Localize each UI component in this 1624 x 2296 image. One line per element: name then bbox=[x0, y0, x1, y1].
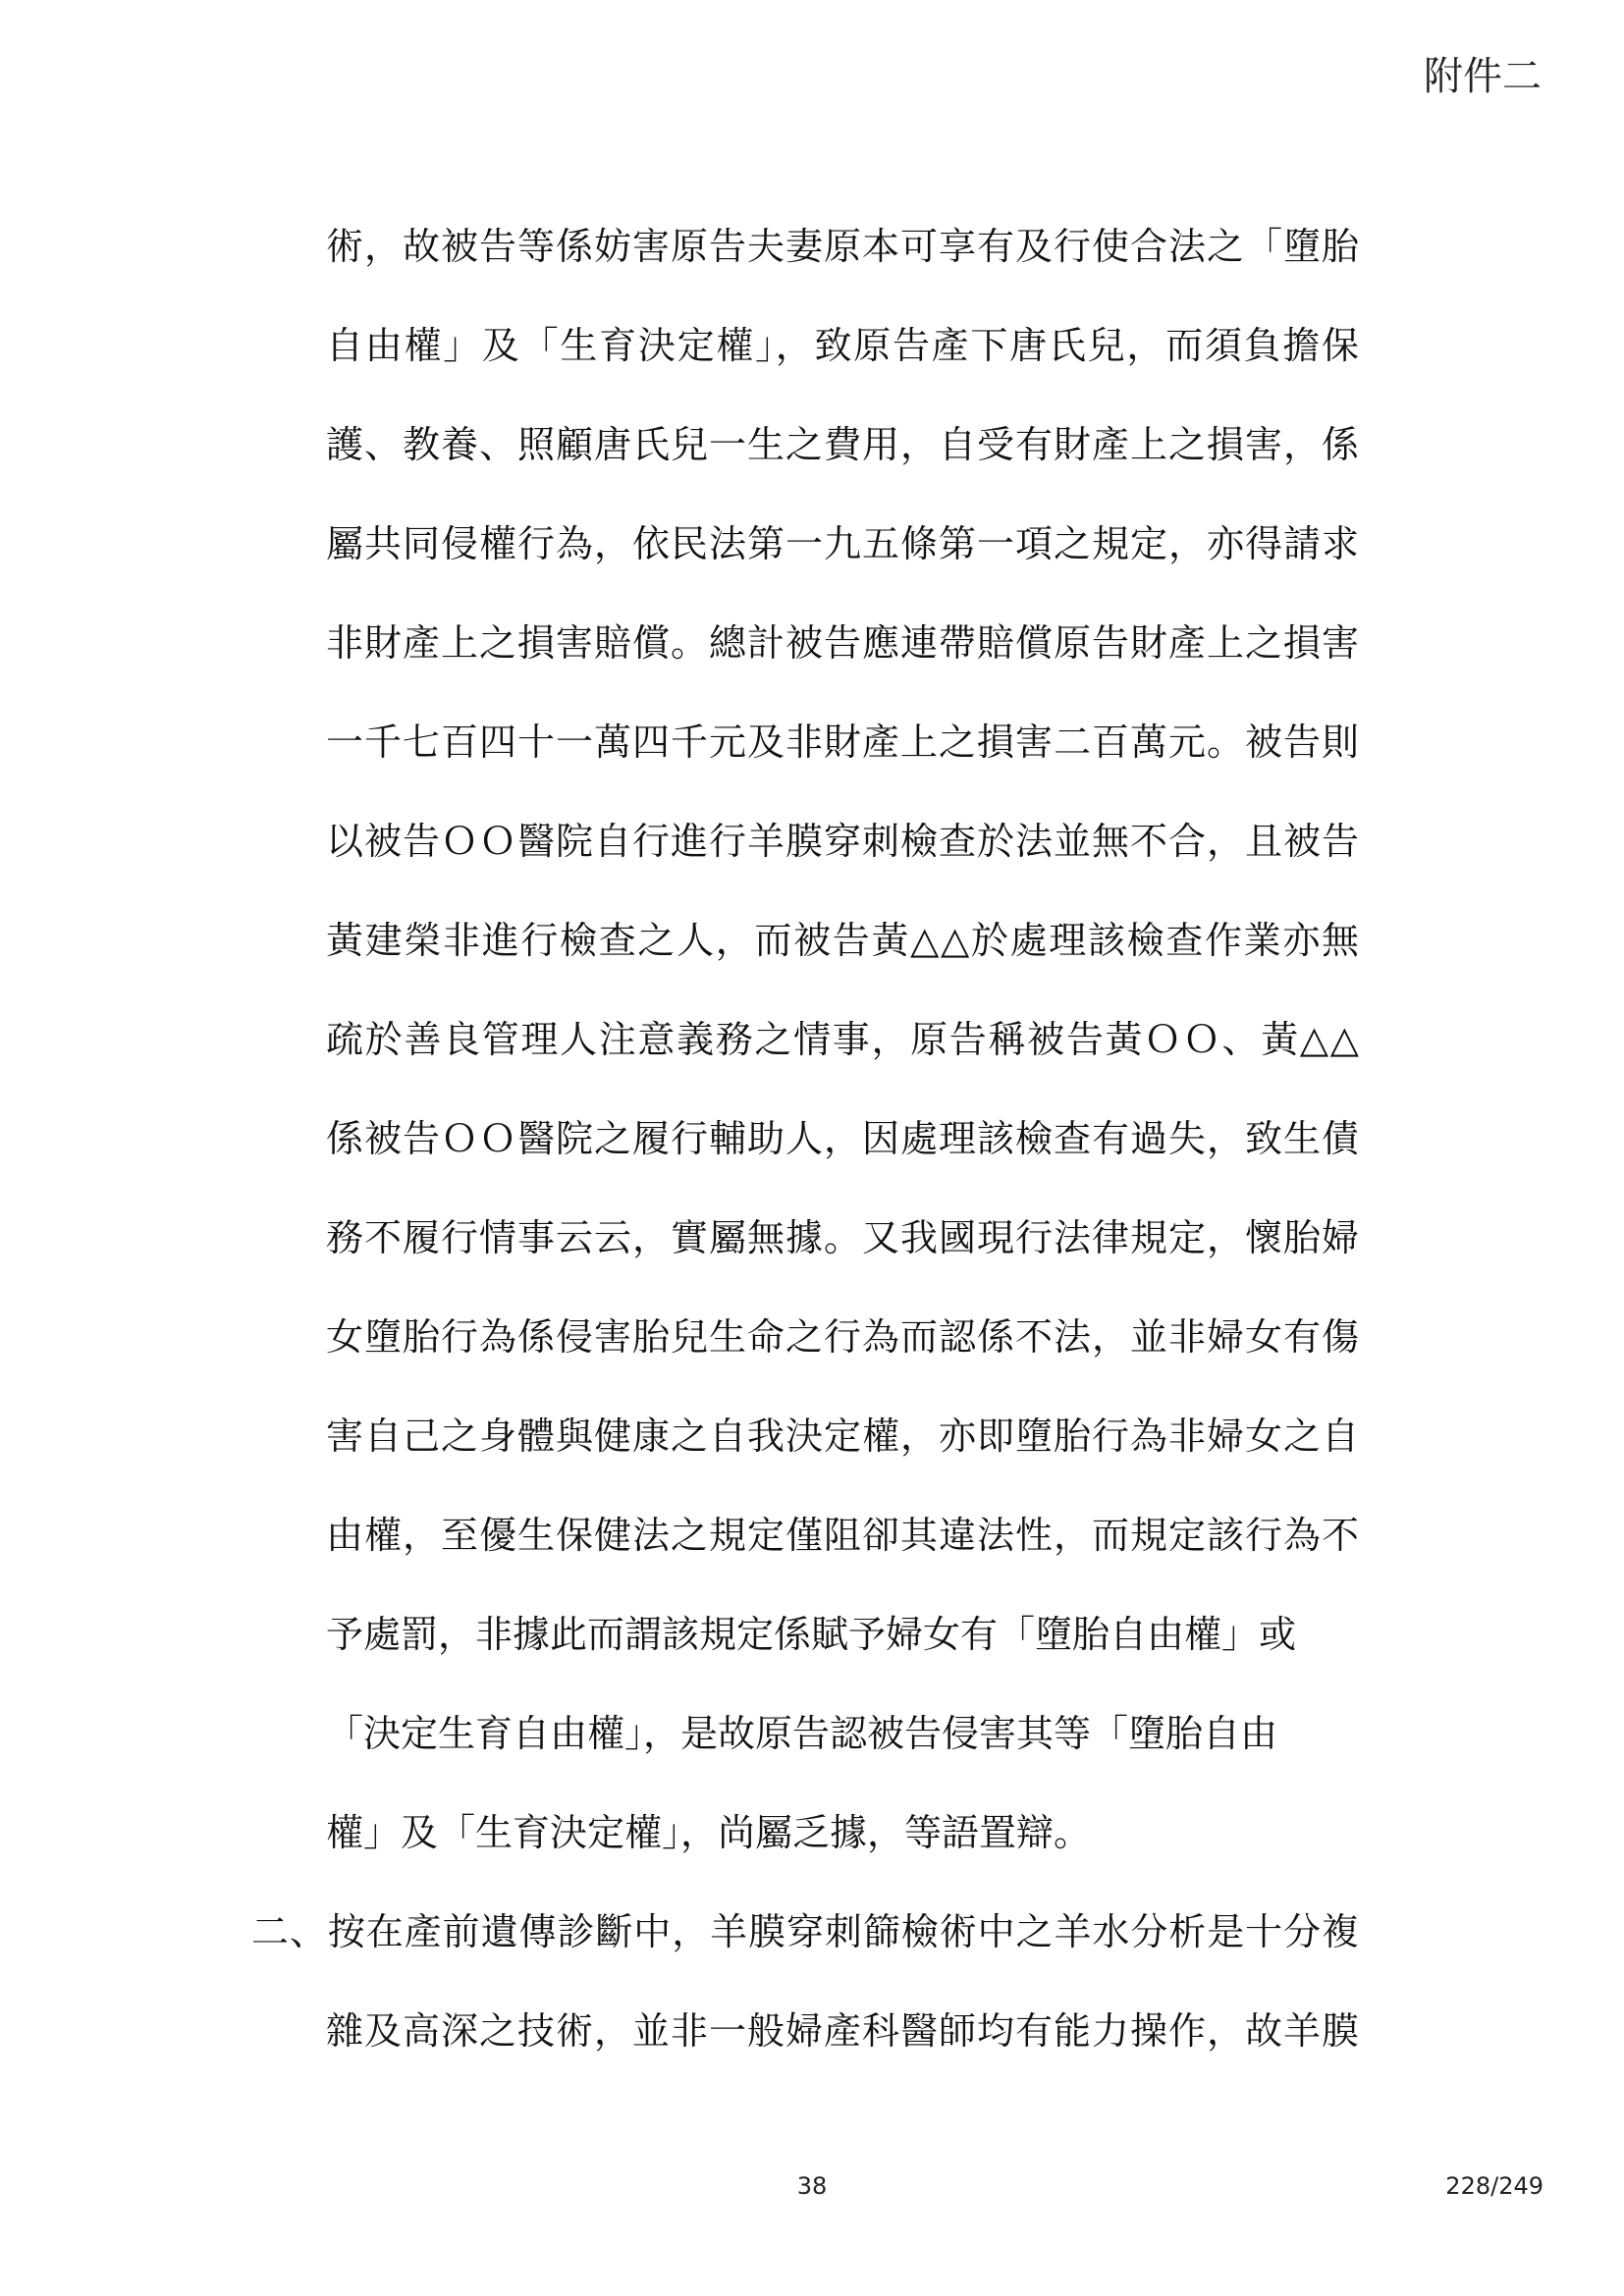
body-line: 務不履行情事云云，實屬無據。又我國現行法律規定，懷胎婦 bbox=[326, 1216, 1359, 1259]
body-line: 屬共同侵權行為，依民法第一九五條第一項之規定，亦得請求 bbox=[326, 522, 1359, 565]
body-line: 疏於善良管理人注意義務之情事，原告稱被告黃ＯＯ、黃△△ bbox=[326, 1018, 1359, 1061]
body-line: 由權，至優生保健法之規定僅阻卻其違法性，而規定該行為不 bbox=[326, 1514, 1359, 1557]
page-number: 38 bbox=[796, 2172, 828, 2200]
page-count: 228/249 bbox=[1445, 2172, 1543, 2200]
body-line: 雜及高深之技術，並非一般婦產科醫師均有能力操作，故羊膜 bbox=[326, 2009, 1359, 2053]
body-line: 予處罰，非據此而謂該規定係賦予婦女有「墮胎自由權」或 bbox=[326, 1613, 1297, 1656]
item-2-first-line: 二、按在產前遺傳診斷中，羊膜穿刺篩檢術中之羊水分析是十分複 bbox=[251, 1910, 1359, 1953]
body-line: 權」及「生育決定權」，尚屬乏據，等語置辯。 bbox=[326, 1811, 1092, 1854]
body-line: 「決定生育自由權」，是故原告認被告侵害其等「墮胎自由 bbox=[326, 1712, 1278, 1755]
body-line: 自由權」及「生育決定權」，致原告產下唐氏兒，而須負擔保 bbox=[326, 324, 1359, 367]
body-line: 護、教養、照顧唐氏兒一生之費用，自受有財產上之損害，係 bbox=[326, 423, 1359, 466]
body-line: 非財產上之損害賠償。總計被告應連帶賠償原告財產上之損害 bbox=[326, 621, 1359, 665]
body-line: 一千七百四十一萬四千元及非財產上之損害二百萬元。被告則 bbox=[326, 721, 1359, 764]
body-line: 害自己之身體與健康之自我決定權，亦即墮胎行為非婦女之自 bbox=[326, 1415, 1359, 1458]
body-line: 係被告ＯＯ醫院之履行輔助人，因處理該檢查有過失，致生債 bbox=[326, 1117, 1359, 1160]
body-line: 女墮胎行為係侵害胎兒生命之行為而認係不法，並非婦女有傷 bbox=[326, 1315, 1359, 1359]
attachment-label: 附件二 bbox=[1424, 54, 1542, 99]
body-line: 以被告ＯＯ醫院自行進行羊膜穿刺檢查於法並無不合，且被告 bbox=[326, 820, 1359, 863]
body-line: 術，故被告等係妨害原告夫妻原本可享有及行使合法之「墮胎 bbox=[326, 225, 1359, 268]
body-line: 黃建榮非進行檢查之人，而被告黃△△於處理該檢查作業亦無 bbox=[326, 919, 1359, 962]
